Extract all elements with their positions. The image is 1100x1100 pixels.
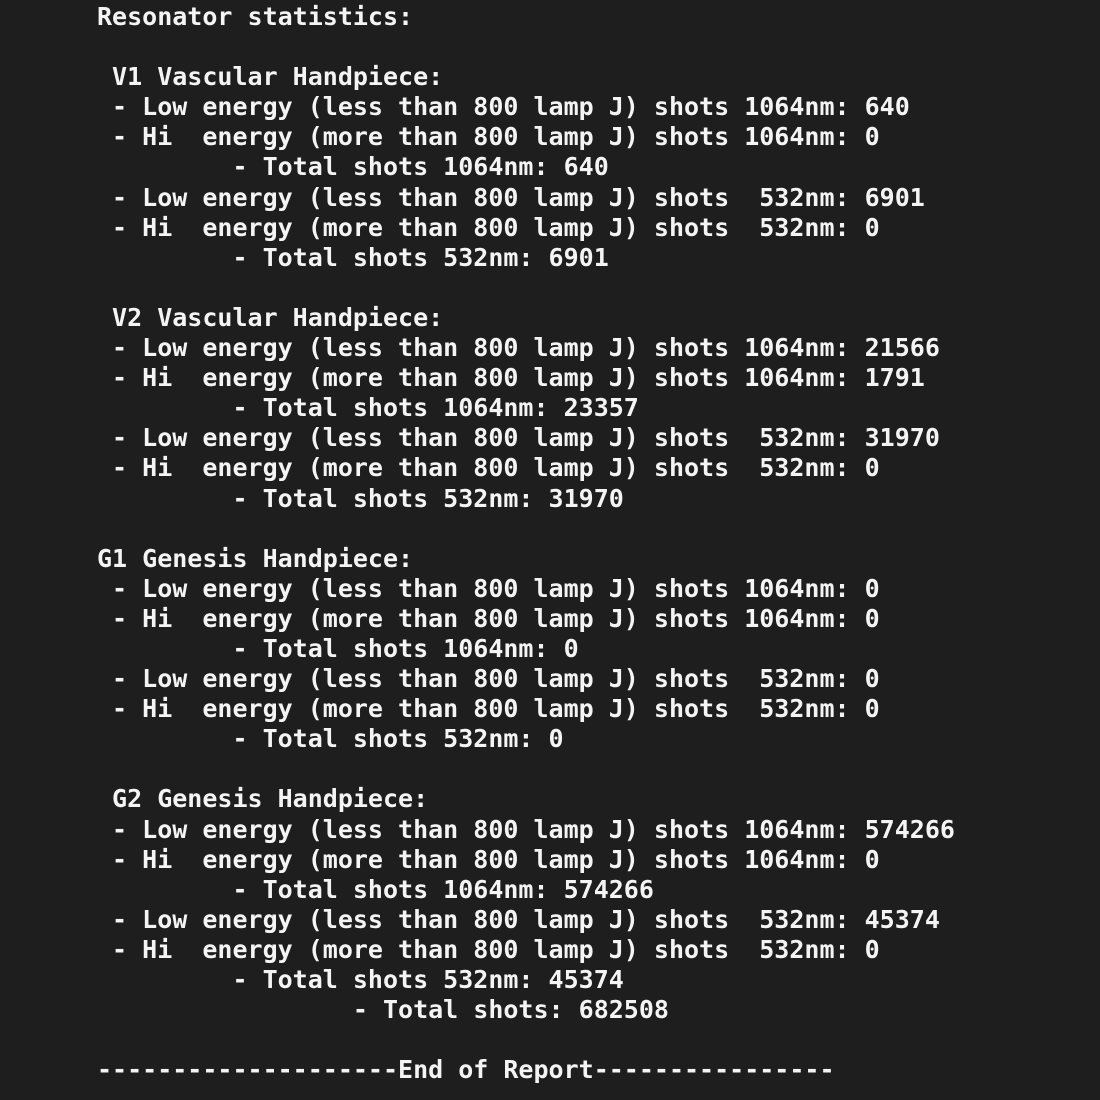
- report-line: - Hi energy (more than 800 lamp J) shots 532nm: 0: [97, 453, 880, 483]
- end-of-report-line: --------------------End of Report----------------: [97, 1055, 835, 1085]
- report-line: - Total shots 532nm: 31970: [97, 483, 624, 513]
- report-line: [97, 1025, 1087, 1055]
- report-line: - Total shots 532nm: 0: [97, 724, 564, 754]
- report-line: - Hi energy (more than 800 lamp J) shots 1064nm: 0: [97, 844, 880, 874]
- report-line: - Hi energy (more than 800 lamp J) shots 532nm: 0: [97, 694, 880, 724]
- report-line: - Low energy (less than 800 lamp J) shots 1064nm: 574266: [97, 814, 955, 844]
- report-line: - Total shots 532nm: 6901: [97, 242, 609, 272]
- report-line: - Total shots 532nm: 45374: [97, 965, 624, 994]
- terminal-output: [97, 2, 1087, 1085]
- report-line: - Low energy (less than 800 lamp J) shots 1064nm: 21566: [97, 333, 940, 363]
- report-line: - Total shots 1064nm: 574266: [97, 874, 654, 904]
- report-line: - Hi energy (more than 800 lamp J) shots 1064nm: 0: [97, 122, 880, 152]
- report-line: - Hi energy (more than 800 lamp J) shots 1064nm: 0: [97, 603, 880, 633]
- report-line: - Low energy (less than 800 lamp J) shots 532nm: 45374: [97, 904, 940, 934]
- report-line: [97, 514, 1087, 544]
- report-line: [97, 273, 1087, 303]
- report-line: - Total shots 1064nm: 640: [97, 152, 609, 182]
- grand-total-line: - Total shots: 682508: [97, 995, 669, 1025]
- report-line: - Low energy (less than 800 lamp J) shots 1064nm: 640: [97, 92, 910, 122]
- section-title-v1: V1 Vascular Handpiece:: [97, 62, 444, 92]
- report-line: - Total shots 1064nm: 0: [97, 633, 579, 663]
- report-line: - Total shots 1064nm: 23357: [97, 393, 639, 423]
- report-line: - Hi energy (more than 800 lamp J) shots 1064nm: 1791: [97, 363, 925, 393]
- report-line: - Low energy (less than 800 lamp J) shots 532nm: 31970: [97, 423, 940, 453]
- report-line: [97, 754, 1087, 784]
- report-header: Resonator statistics:: [97, 2, 414, 31]
- section-title-g2: G2 Genesis Handpiece:: [97, 784, 429, 814]
- report-line: - Low energy (less than 800 lamp J) shots 532nm: 0: [97, 664, 880, 694]
- report-line: - Hi energy (more than 800 lamp J) shots 532nm: 0: [97, 934, 880, 964]
- report-line: [97, 32, 1087, 62]
- report-line: - Low energy (less than 800 lamp J) shots 532nm: 6901: [97, 182, 925, 212]
- section-title-v2: V2 Vascular Handpiece:: [97, 302, 444, 332]
- section-title-g1: G1 Genesis Handpiece:: [97, 543, 414, 573]
- report-line: - Hi energy (more than 800 lamp J) shots 532nm: 0: [97, 212, 880, 242]
- report-line: - Low energy (less than 800 lamp J) shots 1064nm: 0: [97, 573, 880, 603]
